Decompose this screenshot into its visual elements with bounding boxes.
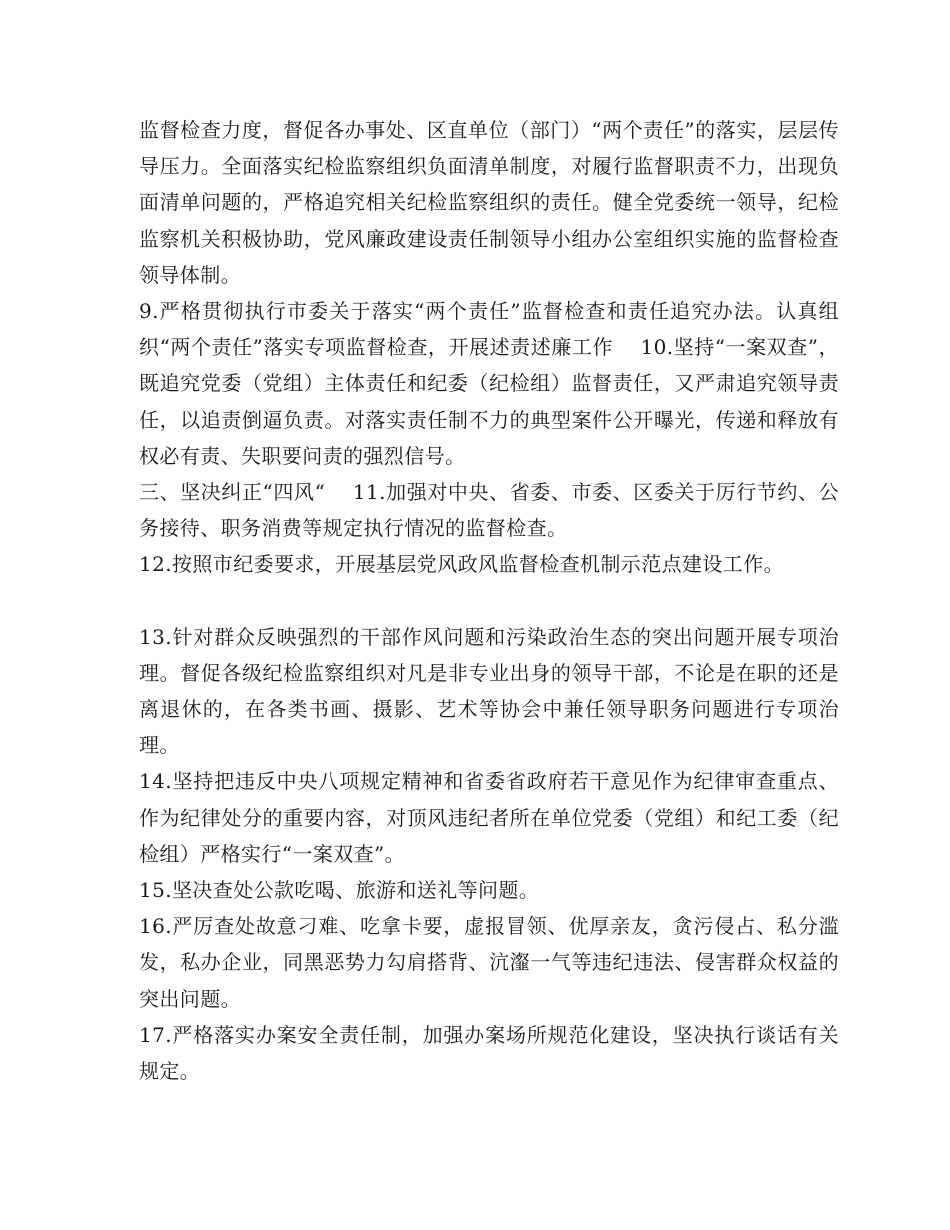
paragraph-item-12: 12.按照市纪委要求，开展基层党风政风监督检查机制示范点建设工作。: [139, 552, 785, 577]
paragraph-item-17: 17.严格落实办案安全责任制，加强办案场所规范化建设，坚决执行谈话有关规定。: [139, 1022, 839, 1084]
paragraph-item-15: 15.坚决查处公款吃喝、旅游和送礼等问题。: [139, 878, 540, 903]
paragraph-item-13: 13.针对群众反映强烈的干部作风问题和污染政治生态的突出问题开展专项治理。督促各级纪检监察组织对凡是非专业出身的领导干部，不论是在职的还是离退休的，在各类书画、摄影、艺术等协会中兼任领导职务问题进行专项治理。: [139, 624, 839, 758]
document-body: [139, 112, 839, 1089]
paragraph-section-3-item-11: 三、坚决纠正“四风“ 11.加强对中央、省委、市委、区委关于厉行节约、公务接待、职务消费等规定执行情况的监督检查。: [139, 480, 839, 541]
paragraph-supervision-intro: 监督检查力度，督促各办事处、区直单位（部门）“两个责任”的落实，层层传导压力。全面落实纪检监察组织负面清单制度，对履行监督职责不力，出现负面清单问题的，严格追究相关纪检监察组织的责任。健全党委统一领导，纪检监察机关积极协助，党风廉政建设责任制领导小组办公室组织实施的监督检查领导体制。: [139, 118, 839, 287]
paragraph-item-9-10: 9.严格贯彻执行市委关于落实“两个责任”监督检查和责任追究办法。认真组织“两个责任”落实专项监督检查，开展述责述廉工作 10.坚持“一案双查”，既追究党委（党组）主体责任和纪委（纪检组）监督责任，又严肃追究领导责任，以追责倒逼负责。对落实责任制不力的典型案件公开曝光，传递和释放有权必有责、失职要问责的强烈信号。: [139, 299, 839, 468]
paragraph-item-14: 14.坚持把违反中央八项规定精神和省委省政府若干意见作为纪律审查重点、作为纪律处分的重要内容，对顶风违纪者所在单位党委（党组）和纪工委（纪检组）严格实行“一案双查”。: [139, 769, 839, 866]
paragraph-spacer: [139, 583, 839, 619]
paragraph-item-16: 16.严厉查处故意刁难、吃拿卡要，虚报冒领、优厚亲友，贪污侵占、私分滥发，私办企业，同黑恶势力勾肩搭背、沆瀣一气等违纪违法、侵害群众权益的突出问题。: [139, 914, 839, 1011]
